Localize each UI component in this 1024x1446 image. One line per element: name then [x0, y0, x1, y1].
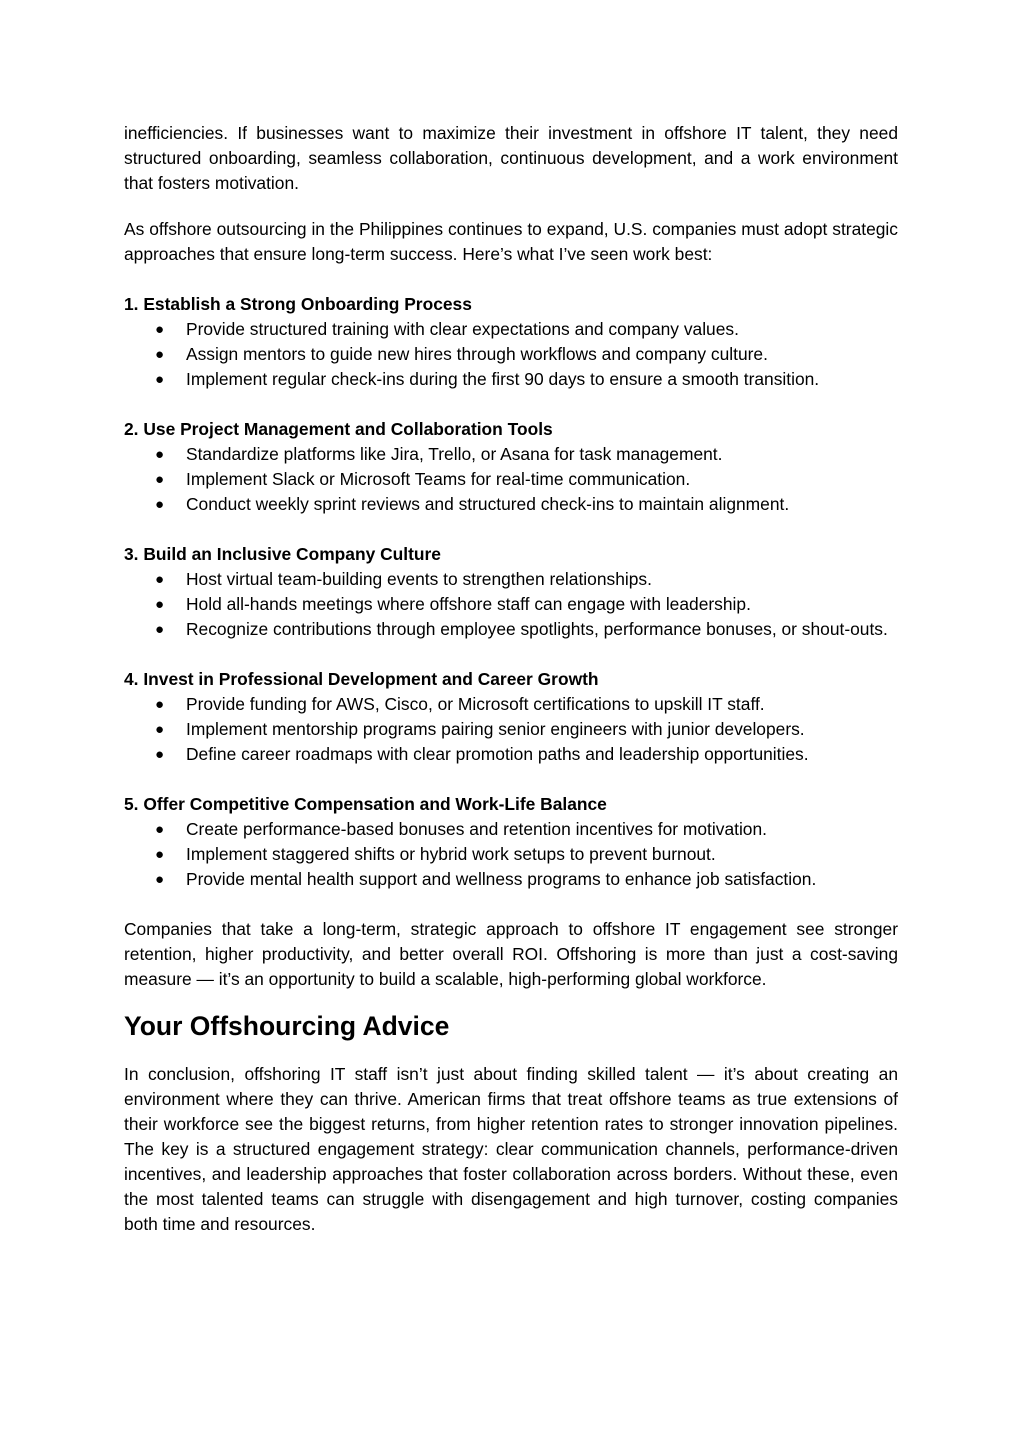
document-page — [124, 121, 898, 1237]
list-item: ● Recognize contributions through employee spotlights, performance bonuses, or shout-outs. — [124, 617, 898, 642]
bullet-icon: ● — [155, 371, 165, 388]
list-item: ● Implement mentorship programs pairing senior engineers with junior developers. — [124, 717, 898, 742]
list-item: ● Conduct weekly sprint reviews and structured check-ins to maintain alignment. — [124, 492, 898, 517]
list-item: ● Provide structured training with clear expectations and company values. — [124, 317, 898, 342]
bullet-icon: ● — [155, 746, 165, 763]
intro-paragraph: As offshore outsourcing in the Philippines continues to expand, U.S. companies must adopt strategic approaches that ensure long-term success. Here’s what I’ve seen work best: — [124, 219, 898, 264]
bullet-icon: ● — [155, 621, 165, 638]
intro-paragraph: inefficiencies. If businesses want to maximize their investment in offshore IT talent, they need structured onboarding, seamless collaboration, continuous development, and a work environment that fosters motivation. — [124, 123, 898, 193]
bullet-icon: ● — [155, 596, 165, 613]
section-development — [124, 667, 898, 767]
bullet-icon: ● — [155, 446, 165, 463]
section-heading: Your Offshourcing Advice — [124, 1011, 450, 1041]
bullet-list — [124, 317, 898, 392]
list-item: ● Create performance-based bonuses and retention incentives for motivation. — [124, 817, 898, 842]
list-item: ● Hold all-hands meetings where offshore staff can engage with leadership. — [124, 592, 898, 617]
bullet-icon: ● — [155, 721, 165, 738]
bullet-list — [124, 442, 898, 517]
list-item: ● Implement regular check-ins during the first 90 days to ensure a smooth transition. — [124, 367, 898, 392]
bullet-icon: ● — [155, 871, 165, 888]
section-title: 5. Offer Competitive Compensation and Work-Life Balance — [124, 794, 607, 814]
bullet-icon: ● — [155, 496, 165, 513]
bullet-icon: ● — [155, 846, 165, 863]
list-item: ● Implement Slack or Microsoft Teams for real-time communication. — [124, 467, 898, 492]
section-title: 1. Establish a Strong Onboarding Process — [124, 294, 472, 314]
section-title: 2. Use Project Management and Collaboration Tools — [124, 419, 553, 439]
conclusion-paragraph: In conclusion, offshoring IT staff isn’t just about finding skilled talent — it’s about creating an environment where they can thrive. American firms that treat offshore teams as true extensions of their workforce see the biggest returns, from higher retention rates to stronger innovation pipelines. The key is a structured engagement strategy: clear communication channels, performance-driven incentives, and leadership approaches that foster collaboration across borders. Without these, even the most talented teams can struggle with disengagement and high turnover, costing companies both time and resources. — [124, 1064, 898, 1234]
list-item: ● Provide funding for AWS, Cisco, or Microsoft certifications to upskill IT staff. — [124, 692, 898, 717]
bullet-icon: ● — [155, 821, 165, 838]
list-item: ● Standardize platforms like Jira, Trello, or Asana for task management. — [124, 442, 898, 467]
bullet-list — [124, 817, 898, 892]
list-item: ● Provide mental health support and wellness programs to enhance job satisfaction. — [124, 867, 898, 892]
list-item: ● Host virtual team-building events to strengthen relationships. — [124, 567, 898, 592]
list-item: ● Define career roadmaps with clear promotion paths and leadership opportunities. — [124, 742, 898, 767]
bullet-icon: ● — [155, 571, 165, 588]
section-compensation — [124, 792, 898, 892]
section-title: 3. Build an Inclusive Company Culture — [124, 544, 441, 564]
closing-paragraph: Companies that take a long-term, strategic approach to offshore IT engagement see stronger retention, higher productivity, and better overall ROI. Offshoring is more than just a cost-saving measure — it’s an opportunity to build a scalable, high-performing global workforce. — [124, 919, 898, 989]
bullet-icon: ● — [155, 346, 165, 363]
list-item: ● Assign mentors to guide new hires through workflows and company culture. — [124, 342, 898, 367]
list-item: ● Implement staggered shifts or hybrid work setups to prevent burnout. — [124, 842, 898, 867]
bullet-icon: ● — [155, 696, 165, 713]
bullet-list — [124, 692, 898, 767]
bullet-icon: ● — [155, 471, 165, 488]
section-tools — [124, 417, 898, 517]
bullet-icon: ● — [155, 321, 165, 338]
section-onboarding — [124, 292, 898, 392]
section-culture — [124, 542, 898, 642]
section-title: 4. Invest in Professional Development and Career Growth — [124, 669, 599, 689]
bullet-list — [124, 567, 898, 642]
